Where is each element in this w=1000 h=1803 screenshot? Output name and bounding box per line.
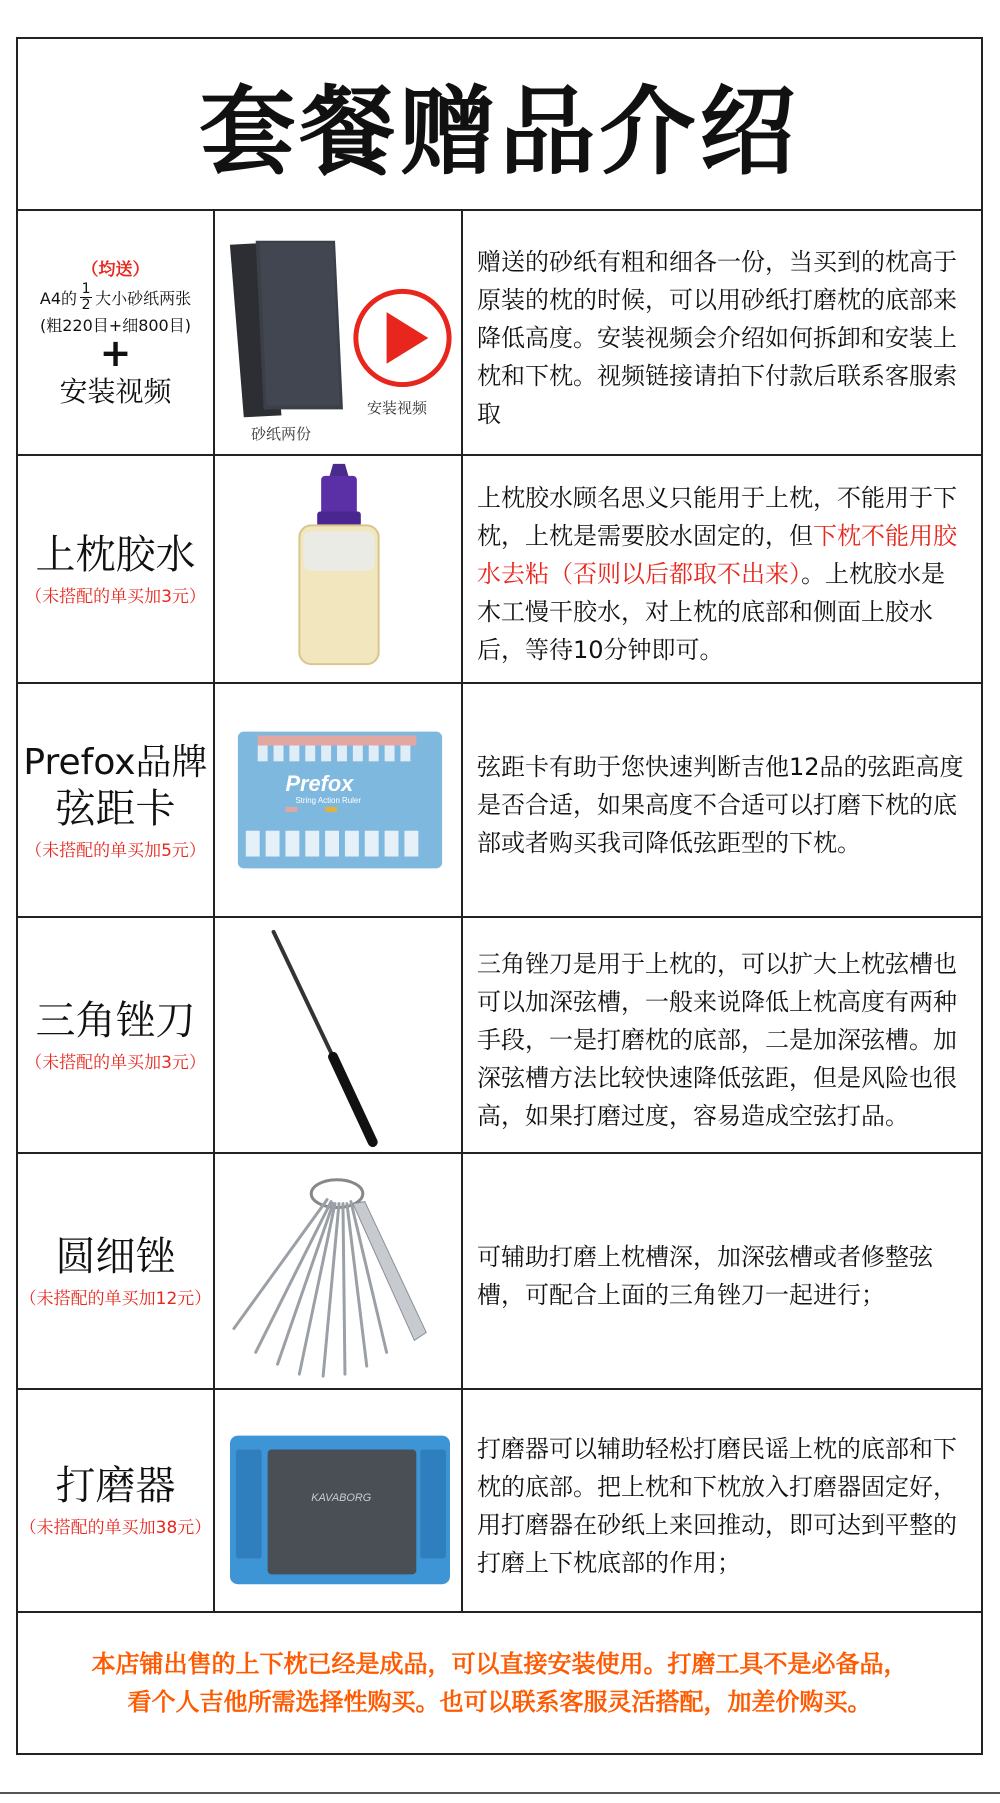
glue-image-cell <box>215 456 463 682</box>
glue-bottle-image <box>215 456 463 682</box>
video-caption: 安装视频 <box>367 399 428 417</box>
row-label <box>18 211 215 454</box>
row-triangle-file <box>18 918 981 1154</box>
plus-sign: + <box>99 331 132 375</box>
tag-label: （均送） <box>81 260 150 280</box>
row-label <box>18 1154 215 1388</box>
card-sub-text: String Action Ruler <box>295 795 361 805</box>
play-icon[interactable] <box>356 291 449 384</box>
footer-line-2: 看个人吉他所需选择性购买。也可以联系客服灵活搭配，加差价购买。 <box>127 1688 872 1716</box>
row-sandpaper <box>18 211 981 456</box>
item-name: 上枕胶水 <box>35 531 196 578</box>
sander-image-cell <box>215 1390 463 1611</box>
row-description <box>463 918 981 1152</box>
price-note: （未搭配的单买加5元） <box>25 840 206 861</box>
desc-warning: 下枕不能用胶水去粘（否则以后都取不出来） <box>477 522 957 588</box>
footer-note <box>18 1613 981 1753</box>
row-label <box>18 918 215 1152</box>
row-description <box>463 684 981 916</box>
row-label <box>18 456 215 682</box>
footer-line-1: 本店铺出售的上下枕已经是成品，可以直接安装使用。打磨工具不是必备品， <box>91 1650 908 1678</box>
row-glue <box>18 456 981 684</box>
needle-files-image <box>215 1154 463 1388</box>
description-text: 三角锉刀是用于上枕的，可以扩大上枕弦槽也可以加深弦槽，一般来说降低上枕高度有两种手段，一是打磨枕的底部，二是加深弦槽。加深弦槽方法比较快速降低弦距，但是风险也很高，如果打磨过度，容易造成空弦打品。 <box>477 950 957 1130</box>
item-name: 打磨器 <box>55 1463 176 1509</box>
triangle-file-image <box>215 918 463 1152</box>
frac-den: 2 <box>81 297 91 313</box>
needle-image-cell <box>215 1154 463 1388</box>
description-text <box>477 479 967 669</box>
price-note: （未搭配的单买加38元） <box>19 1518 212 1538</box>
item-name: 三角锉刀 <box>35 997 196 1044</box>
item-name-line1: Prefox品牌 <box>23 741 208 783</box>
row-label <box>18 1390 215 1611</box>
action-ruler-image <box>215 684 463 916</box>
price-note: （未搭配的单买加3元） <box>25 1052 206 1073</box>
row-description <box>463 1154 981 1388</box>
fraction <box>80 282 92 313</box>
price-note: （未搭配的单买加3元） <box>25 586 206 607</box>
size-prefix: A4的 <box>39 289 78 308</box>
description-text: 可辅助打磨上枕槽深，加深弦槽或者修整弦槽，可配合上面的三角锉刀一起进行； <box>477 1243 933 1309</box>
desc-part-a: 上枕胶水顾名思义只能用于上枕，不能用于下枕，上枕是需要胶水固定的，但 <box>477 484 957 550</box>
sander-brand-text: KAVABORG <box>311 1491 372 1504</box>
gift-table <box>16 37 983 1755</box>
size-line <box>40 282 191 313</box>
grit-line: (粗220目+细800目) <box>40 316 191 335</box>
file-image-cell <box>215 918 463 1152</box>
description-text: 弦距卡有助于您快速判断吉他12品的弦距高度是否合适，如果高度不合适可以打磨下枕的底部或者购买我司降低弦距型的下枕。 <box>477 753 964 857</box>
row-needle-files <box>18 1154 981 1390</box>
description-text: 打磨器可以辅助轻松打磨民谣上枕的底部和下枕的底部。把上枕和下枕放入打磨器固定好，用打磨器在砂纸上来回推动，即可达到平整的打磨上下枕底部的作用； <box>477 1434 957 1577</box>
desc-part-b: 。上枕胶水是木工慢干胶水，对上枕的底部和侧面上胶水后，等待10分钟即可。 <box>477 560 945 664</box>
frac-num: 1 <box>81 281 91 297</box>
bottom-divider <box>0 1792 1000 1794</box>
price-note: （未搭配的单买加12元） <box>19 1288 212 1309</box>
card-image-cell <box>215 684 463 916</box>
sandpaper-image-cell <box>215 211 463 454</box>
item-name-line2: 弦距卡 <box>55 785 176 832</box>
row-action-card <box>18 684 981 918</box>
row-sander <box>18 1390 981 1613</box>
item-name: 圆细锉 <box>55 1233 176 1280</box>
row-description <box>463 1390 981 1611</box>
video-label: 安装视频 <box>59 375 172 408</box>
description-text: 赠送的砂纸有粗和细各一份，当买到的枕高于原装的枕的时候，可以用砂纸打磨枕的底部来降低高度。安装视频会介绍如何拆卸和安装上枕和下枕。视频链接请拍下付款后联系客服索取 <box>477 247 957 428</box>
sander-image <box>215 1390 463 1611</box>
page-title: 套餐赠品介绍 <box>18 39 981 211</box>
size-suffix: 大小砂纸两张 <box>95 289 192 308</box>
row-label <box>18 684 215 916</box>
sandpaper-caption: 砂纸两份 <box>251 425 312 443</box>
row-description <box>463 456 981 682</box>
card-brand-text: Prefox <box>285 771 354 797</box>
row-description <box>463 211 981 454</box>
